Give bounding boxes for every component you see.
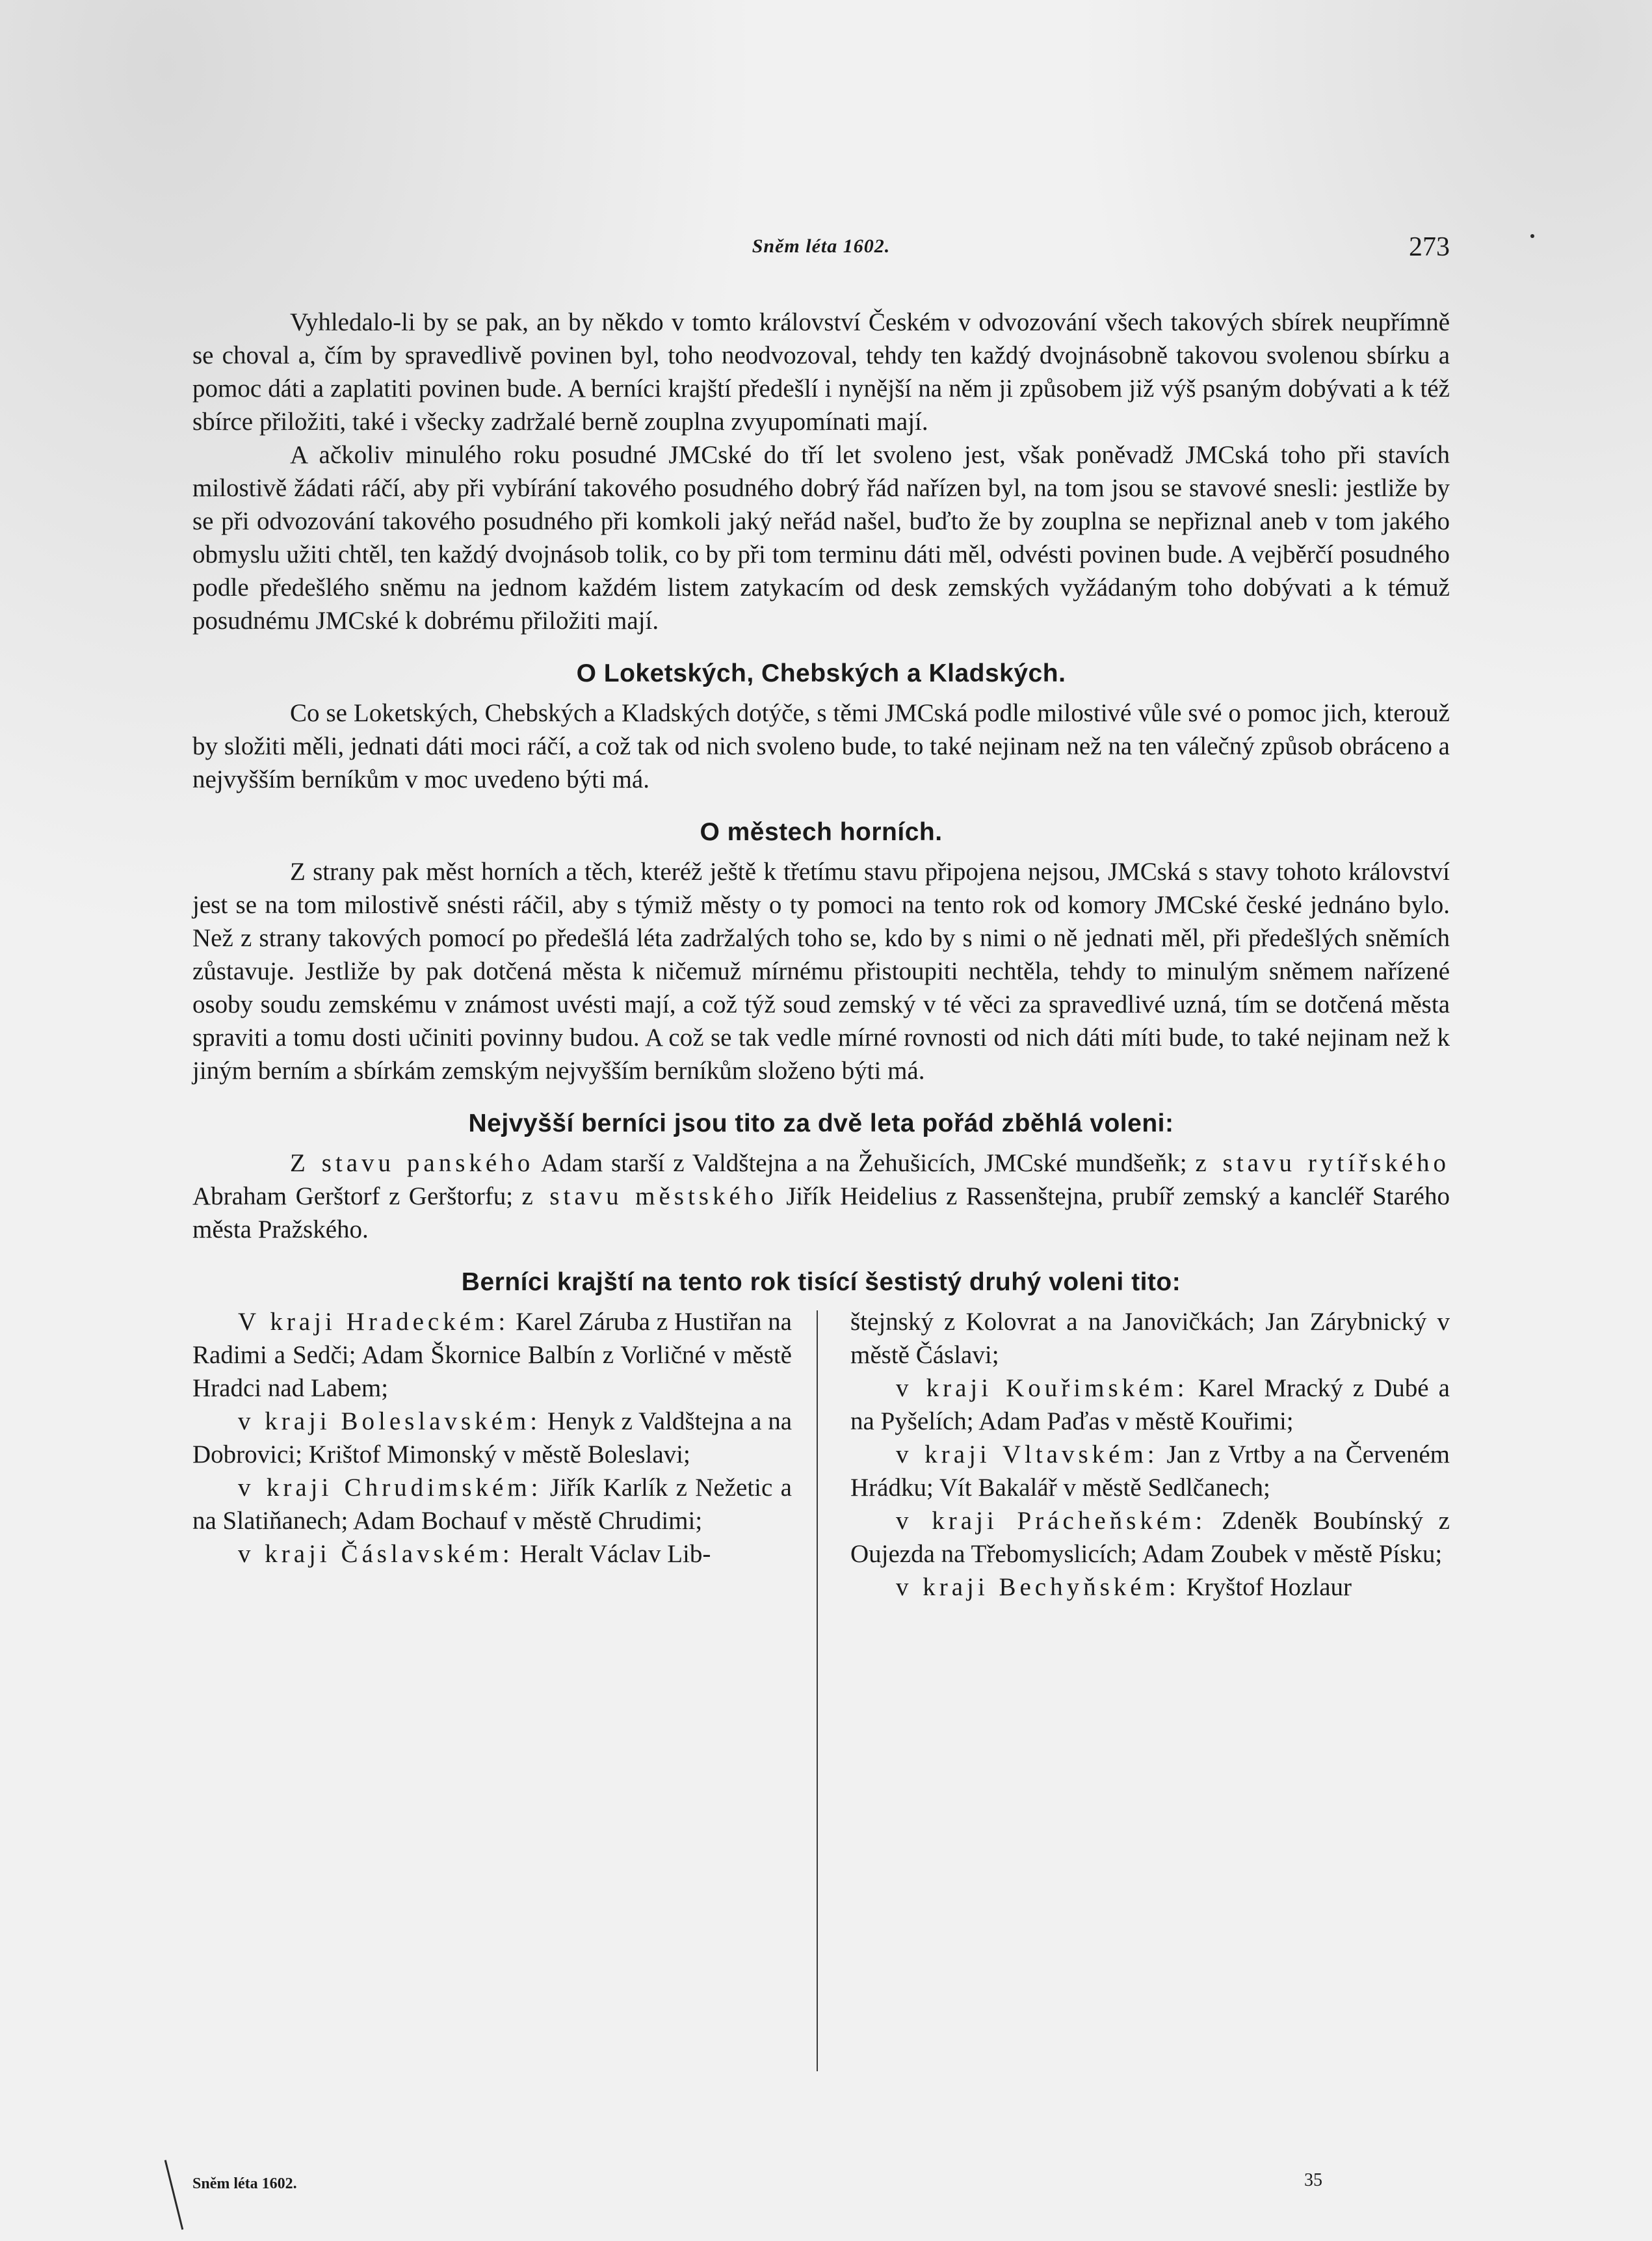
region-text: Karel Mracký z Dubé a na Pyšelích; Adam Paďas v městě Kouřimi; xyxy=(850,1374,1450,1435)
two-column-list xyxy=(192,1305,1450,1604)
running-title: Sněm léta 1602. xyxy=(752,235,891,257)
region-name: v kraji Vltavském: xyxy=(896,1440,1159,1468)
paragraph: Z strany pak měst horních a těch, kteréž ještě k třetímu stavu připojena nejsou, JMCská s stavy tohoto království jest se na tom milostivě snésti ráčil, aby s týmiž městy o ty pomoci na tento rok od komory JMCské české jednáno bylo. Než z strany takových pomocí po předešlá léta zadržalých toho se, kdo by s nimi o ně jednati měl, při předešlých sněmích zůstavuje. Jestliže by pak dotčená města k ničemuž mírnému přistoupiti nechtěla, tehdy to minulým sněmem nařízené osoby soudu zemskému v známost uvésti mají, a což týž soud zemský v té věci za spravedlivé uzná, tím se dotčená města spraviti a tomu dosti učiniti povinny budou. A což se tak vedle mírné rovnosti od nich dáti míti bude, to také nejinam než k jiným berním a sbírkám zemským nejvyšším berníkům složeno býti má. xyxy=(192,858,1450,1085)
region-name: V kraji Hradeckém: xyxy=(238,1308,510,1336)
region-text: Henyk z Valdštejna a na Dobrovici; Krištof Mimonský v městě Boleslavi; xyxy=(192,1407,793,1468)
section-heading: Berníci krajští na tento rok tisící šestistý druhý voleni tito: xyxy=(461,1268,1181,1296)
right-column xyxy=(850,1305,1450,1604)
region-name: v kraji Kouřimském: xyxy=(896,1374,1188,1402)
list-item xyxy=(192,1471,792,1537)
spaced-estate: z stavu městského xyxy=(521,1182,778,1210)
paragraph: Co se Loketských, Chebských a Kladských dotýče, s těmi JMCská podle milostivé vůle své o pomoc jich, kterouž by složiti měli, jednati dáti moci ráčí, a což tak od nich svoleno bude, to také nejinam než na ten válečný způsob obráceno a nejvyšším berníkům v moc uvedeno býti má. xyxy=(192,699,1450,793)
page-body xyxy=(192,306,1450,1604)
region-name: v kraji Boleslavském: xyxy=(238,1407,542,1435)
list-item-continuation: štejnský z Kolovrat a na Janovičkách; Jan Zárybnický v městě Čáslavi; xyxy=(850,1308,1450,1369)
text-run: Jiřík Heidelius z Rassenštejna, prubíř zemský a kancléř Starého města Pražského. xyxy=(192,1182,1450,1243)
list-item xyxy=(850,1504,1450,1571)
text-run: Abraham Gerštorf z Gerštorfu; xyxy=(192,1182,522,1210)
region-text: Jan z Vrtby a na Červeném Hrádku; Vít Bakalář v městě Sedlčanech; xyxy=(850,1440,1450,1502)
section-heading: O městech horních. xyxy=(700,818,943,846)
footer-signature: Sněm léta 1602. xyxy=(192,2175,297,2192)
page-number: 273 xyxy=(1409,232,1450,262)
scan-scratch xyxy=(164,2160,184,2229)
list-item xyxy=(850,1571,1450,1604)
list-item xyxy=(192,1305,792,1405)
spaced-estate: z stavu rytířského xyxy=(1195,1149,1450,1177)
region-text: Karel Záruba z Hustiřan na Radimi a Sedči; Adam Škornice Balbín z Vorličné v městě Hradci nad Labem; xyxy=(192,1308,792,1402)
list-item xyxy=(850,1372,1450,1438)
column-rule xyxy=(817,1310,818,2071)
region-name: v kraji Prácheňském: xyxy=(896,1507,1207,1535)
page-header xyxy=(192,232,1450,274)
section-heading: O Loketských, Chebských a Kladských. xyxy=(576,659,1066,687)
list-item xyxy=(192,1537,792,1571)
region-text: Zdeněk Boubínský z Oujezda na Třebomyslicích; Adam Zoubek v městě Písku; xyxy=(850,1507,1450,1568)
list-item xyxy=(850,1438,1450,1504)
list-item xyxy=(192,1405,792,1471)
region-text: Jiřík Karlík z Nežetic a na Slatiňanech; Adam Bochauf v městě Chrudimi; xyxy=(192,1474,792,1535)
left-column xyxy=(192,1305,792,1604)
region-text: Heralt Václav Lib- xyxy=(513,1540,711,1568)
paragraph xyxy=(192,1147,1450,1246)
region-name: v kraji Bechyňském: xyxy=(896,1573,1180,1601)
region-name: v kraji Chrudimském: xyxy=(238,1474,542,1502)
spaced-estate: Z stavu panského xyxy=(290,1149,534,1177)
footer-sheet-number: 35 xyxy=(1304,2170,1322,2190)
region-name: v kraji Čáslavském: xyxy=(238,1540,514,1568)
region-text: Kryštof Hozlaur xyxy=(1179,1573,1352,1601)
text-run: Adam starší z Valdštejna a na Žehušicích, JMCské mundšeňk; xyxy=(534,1149,1196,1177)
scan-speck xyxy=(1530,234,1534,238)
paragraph: A ačkoliv minulého roku posudné JMCské do tří let svoleno jest, však poněvadž JMCská toho při stavích milostivě žádati ráčí, aby při vybírání takového posudného dobrý řád nařízen byl, na tom jsou se stavové snesli: jestliže by se při odvozování takového posudného při komkoli jaký neřád našel, buďto že by zouplna se nepřiznal aneb v tom jakého obmyslu užiti chtěl, ten každý dvojnásob tolik, co by při tom terminu dáti měl, odvésti povinen bude. A vejběrčí posudného podle předešlého sněmu na jednom každém listem zatykacím od desk zemských vyžádaným toho dobývati a k témuž posudnému JMCské k dobrému přiložiti mají. xyxy=(192,441,1450,635)
paragraph: Vyhledalo-li by se pak, an by někdo v tomto království Českém v odvozování všech takových sbírek neupřímně se choval a, čím by spravedlivě povinen byl, toho neodvozoval, tehdy ten každý dvojnásobně takovou svolenou sbírku a pomoc dáti a zaplatiti povinen bude. A berníci krajští předešlí i nynější na něm ji způsobem již výš psaným dobývati a k též sbírce přiložiti, také i všecky zadržalé berně zouplna zvyupomínati mají. xyxy=(192,308,1450,436)
section-heading: Nejvyšší berníci jsou tito za dvě leta pořád zběhlá voleni: xyxy=(468,1109,1174,1137)
